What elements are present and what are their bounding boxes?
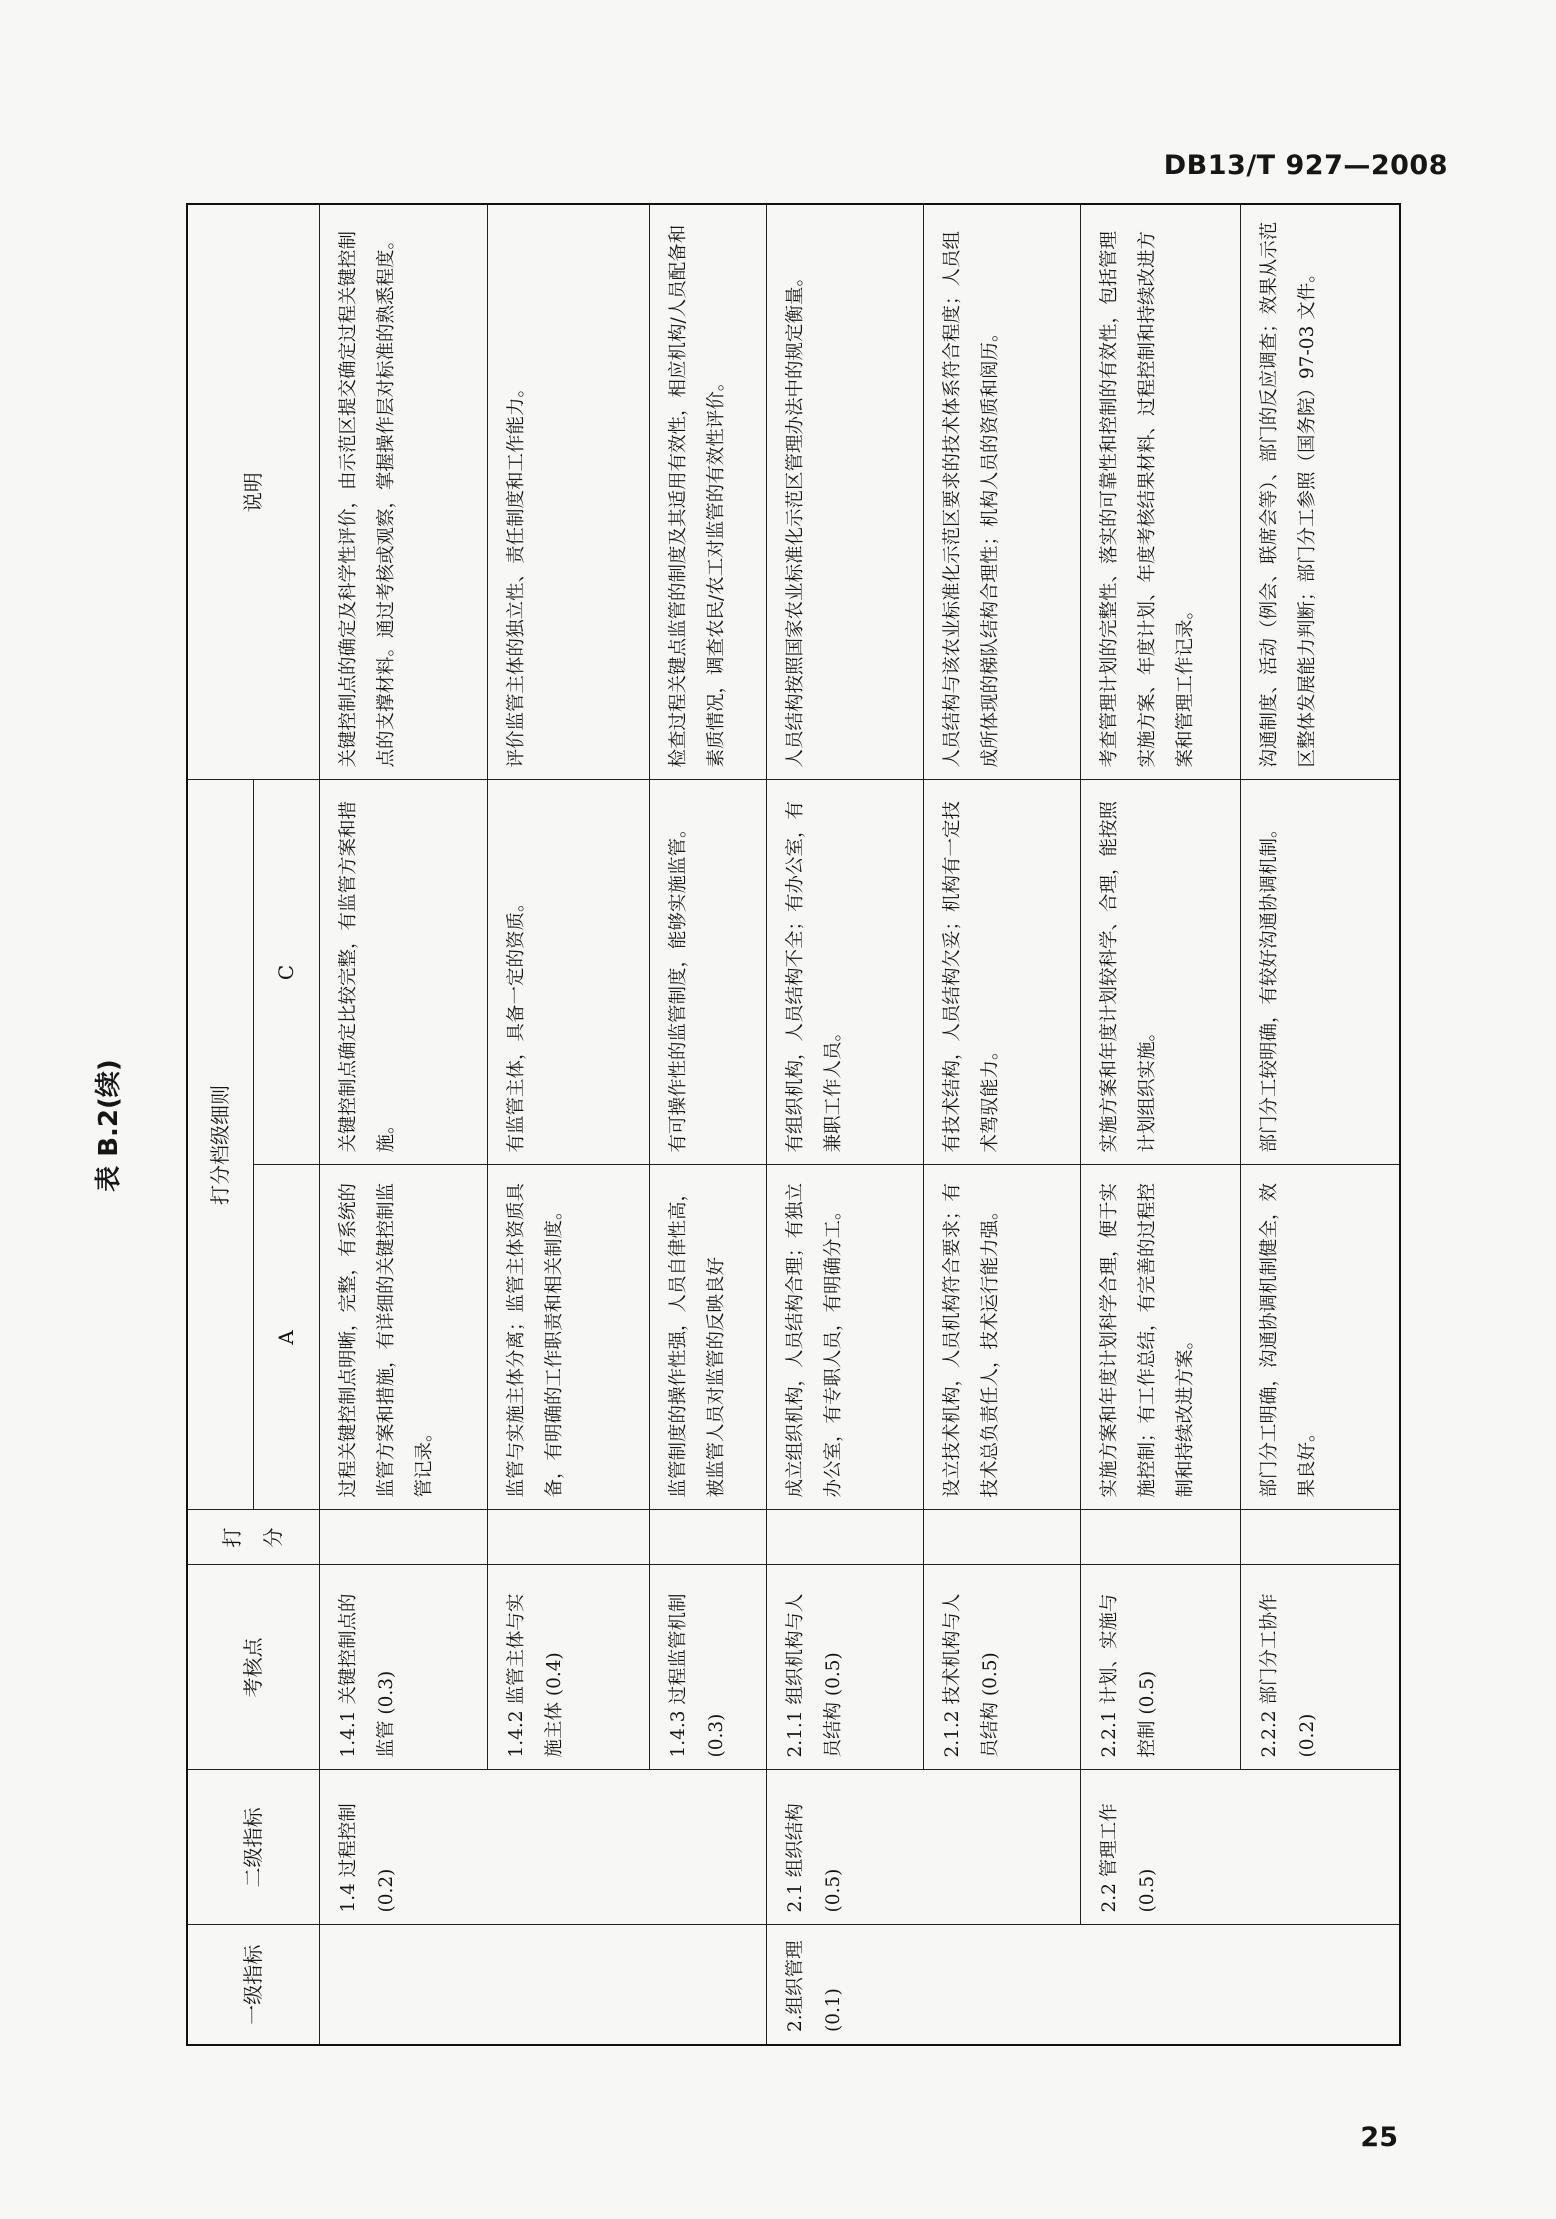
note-cell: 评价监管主体的独立性、责任制度和工作能力。 [487, 204, 649, 780]
score-cell[interactable] [1081, 1510, 1241, 1565]
grade-c-cell: 有组织机构，人员结构不全；有办公室，有兼职工作人员。 [766, 780, 923, 1165]
table-row [923, 204, 1080, 2045]
grade-c-cell: 实施方案和年度计划较科学、合理，能按照计划组织实施。 [1081, 780, 1241, 1165]
header-grade-c: C [253, 780, 319, 1165]
table-row [649, 204, 766, 2045]
level2-cell: 2.2 管理工作 (0.5) [1081, 1770, 1400, 1925]
header-grade-a: A [253, 1165, 319, 1510]
header-score: 打分 [187, 1510, 319, 1565]
grade-a-cell: 实施方案和年度计划科学合理，便于实施控制；有工作总结，有完善的过程控制和持续改进方案。 [1081, 1165, 1241, 1510]
note-cell: 考查管理计划的完整性、落实的可靠性和控制的有效性，包括管理实施方案、年度计划、年度考核结果材料、过程控制和持续改进方案和管理工作记录。 [1081, 204, 1241, 780]
grade-a-cell: 监管制度的操作性强，人员自律性高，被监管人员对监管的反映良好 [649, 1165, 766, 1510]
grade-c-cell: 有可操作性的监管制度，能够实施监管。 [649, 780, 766, 1165]
scoring-table [186, 203, 1401, 2046]
score-cell[interactable] [649, 1510, 766, 1565]
check-point-cell: 2.2.1 计划、实施与控制 (0.5) [1081, 1565, 1241, 1770]
level1-cell: 2.组织管理 (0.1) [766, 1925, 1400, 2045]
table-row [487, 204, 649, 2045]
grade-c-cell: 有监管主体，具备一定的资质。 [487, 780, 649, 1165]
note-cell: 关键控制点的确定及科学性评价，由示范区提交确定过程关键控制点的支撑材料。通过考核或观察，掌握操作层对标准的熟悉程度。 [319, 204, 487, 780]
score-cell[interactable] [487, 1510, 649, 1565]
grade-a-cell: 部门分工明确，沟通协调机制健全，效果良好。 [1240, 1165, 1400, 1510]
note-cell: 检查过程关键点监管的制度及其适用有效性，相应机构/人员配备和素质情况，调查农民/农工对监管的有效性评价。 [649, 204, 766, 780]
grade-c-cell: 部门分工较明确，有较好沟通协调机制。 [1240, 780, 1400, 1165]
header-check-point: 考核点 [187, 1565, 319, 1770]
table-row [1240, 204, 1400, 2045]
header-note: 说明 [187, 204, 319, 780]
table-row [1081, 204, 1241, 2045]
page-number: 25 [1360, 2122, 1398, 2153]
level2-cell: 1.4 过程控制(0.2) [319, 1770, 766, 1925]
check-point-cell: 2.2.2 部门分工协作 (0.2) [1240, 1565, 1400, 1770]
table-row [319, 204, 487, 2045]
check-point-cell: 1.4.3 过程监管机制 (0.3) [649, 1565, 766, 1770]
landscape-table-frame [94, 205, 1401, 2046]
score-cell[interactable] [319, 1510, 487, 1565]
grade-c-cell: 有技术结构，人员结构欠妥；机构有一定技术驾驭能力。 [923, 780, 1080, 1165]
note-cell: 沟通制度、活动（例会、联席会等）、部门的反应调查；效果从示范区整体发展能力判断；部门分工参照（国务院）97-03 文件。 [1240, 204, 1400, 780]
grade-c-cell: 关键控制点确定比较完整，有监管方案和措施。 [319, 780, 487, 1165]
score-cell[interactable] [766, 1510, 923, 1565]
grade-a-cell: 监管与实施主体分离；监管主体资质具备，有明确的工作职责和相关制度。 [487, 1165, 649, 1510]
grade-a-cell: 成立组织机构，人员结构合理；有独立办公室，有专职人员，有明确分工。 [766, 1165, 923, 1510]
level1-cell [319, 1925, 766, 2045]
level2-cell: 2.1 组织结构 (0.5) [766, 1770, 1081, 1925]
check-point-cell: 2.1.2 技术机构与人员结构 (0.5) [923, 1565, 1080, 1770]
check-point-cell: 1.4.2 监管主体与实施主体 (0.4) [487, 1565, 649, 1770]
table-row [766, 204, 923, 2045]
score-cell[interactable] [923, 1510, 1080, 1565]
check-point-cell: 1.4.1 关键控制点的监管 (0.3) [319, 1565, 487, 1770]
header-criteria: 打分档级细则 [187, 780, 253, 1510]
header-level1: 一级指标 [187, 1925, 319, 2045]
table-caption: 表 B.2(续) [94, 1059, 124, 1192]
rotated-table-container [94, 205, 1401, 2046]
check-point-cell: 2.1.1 组织机构与人员结构 (0.5) [766, 1565, 923, 1770]
grade-a-cell: 过程关键控制点明晰，完整，有系统的监管方案和措施，有详细的关键控制监管记录。 [319, 1165, 487, 1510]
note-cell: 人员结构与该农业标准化示范区要求的技术体系符合程度；人员组成所体现的梯队结构合理性；机构人员的资质和阅历。 [923, 204, 1080, 780]
grade-a-cell: 设立技术机构，人员机构符合要求；有技术总负责任人，技术运行能力强。 [923, 1165, 1080, 1510]
document-code: DB13/T 927—2008 [1163, 150, 1448, 181]
header-level2: 二级指标 [187, 1770, 319, 1925]
score-cell[interactable] [1240, 1510, 1400, 1565]
note-cell: 人员结构按照国家农业标准化示范区管理办法中的规定衡量。 [766, 204, 923, 780]
